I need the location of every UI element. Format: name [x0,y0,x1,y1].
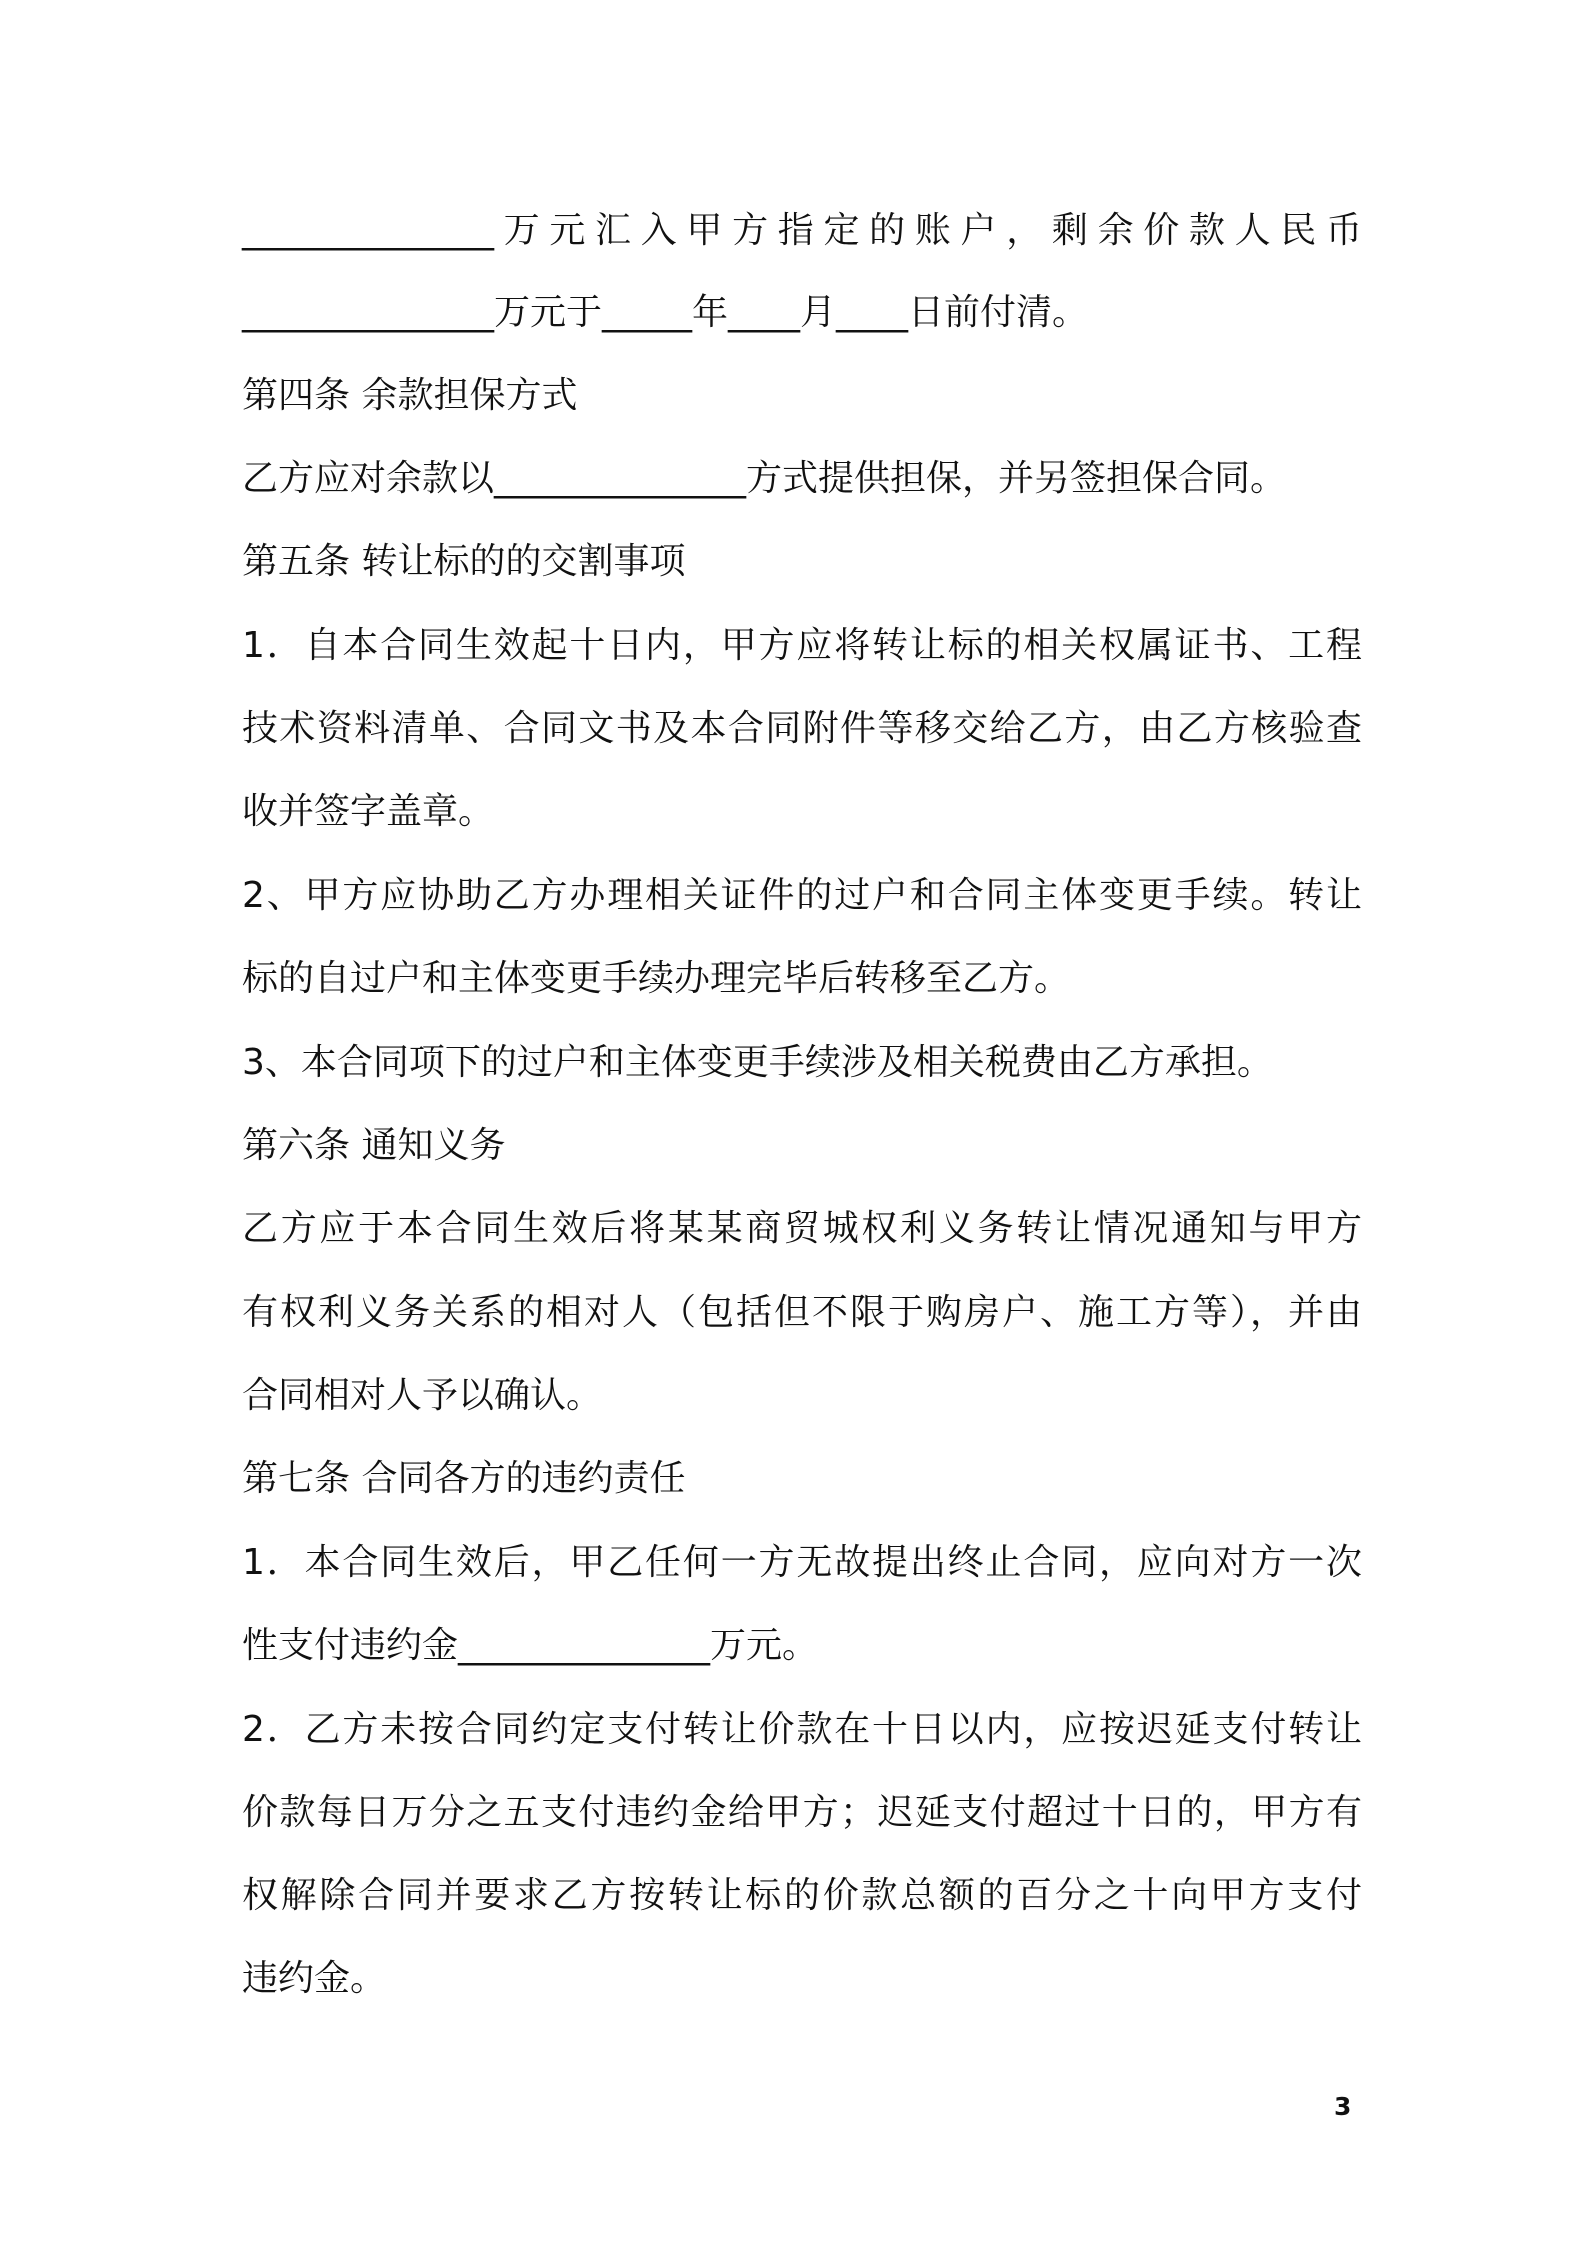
text-line-9: 2、甲方应协助乙方办理相关证件的过户和合同主体变更手续。转让 [242,875,1362,916]
page-number: 3 [1334,2092,1352,2121]
text-line-20: 价款每日万分之五支付违约金给甲方；迟延支付超过十日的，甲方有 [242,1792,1362,1833]
section-heading-6: 第六条 通知义务 [242,1125,506,1166]
text-line-4: 乙方应对余款以______________方式提供担保，并另签担保合同。 [242,458,1287,499]
text-line-6: 1．自本合同生效起十日内，甲方应将转让标的相关权属证书、工程 [242,625,1362,666]
text-line-2: ______________万元于_____年____月____日前付清。 [242,292,1089,333]
text-line-15: 合同相对人予以确认。 [242,1375,603,1416]
section-heading-7: 第七条 合同各方的违约责任 [242,1458,686,1499]
text-line-8: 收并签字盖章。 [242,791,495,832]
text-line-11: 3、本合同项下的过户和主体变更手续涉及相关税费由乙方承担。 [242,1042,1273,1083]
text-line-22: 违约金。 [242,1958,387,1999]
text-line-13: 乙方应于本合同生效后将某某商贸城权利义务转让情况通知与甲方 [242,1208,1362,1249]
text-line-18: 性支付违约金______________万元。 [242,1625,819,1666]
text-line-19: 2．乙方未按合同约定支付转让价款在十日以内，应按迟延支付转让 [242,1709,1362,1750]
text-line-17: 1．本合同生效后，甲乙任何一方无故提出终止合同，应向对方一次 [242,1542,1362,1583]
text-line-1: ______________万元汇入甲方指定的账户，剩余价款人民币 [242,210,1362,251]
text-line-10: 标的自过户和主体变更手续办理完毕后转移至乙方。 [242,958,1071,999]
text-line-14: 有权利义务关系的相对人（包括但不限于购房户、施工方等），并由 [242,1292,1362,1333]
section-heading-5: 第五条 转让标的的交割事项 [242,541,686,582]
section-heading-4: 第四条 余款担保方式 [242,375,578,416]
text-line-21: 权解除合同并要求乙方按转让标的价款总额的百分之十向甲方支付 [242,1875,1362,1916]
text-line-7: 技术资料清单、合同文书及本合同附件等移交给乙方，由乙方核验查 [242,708,1362,749]
